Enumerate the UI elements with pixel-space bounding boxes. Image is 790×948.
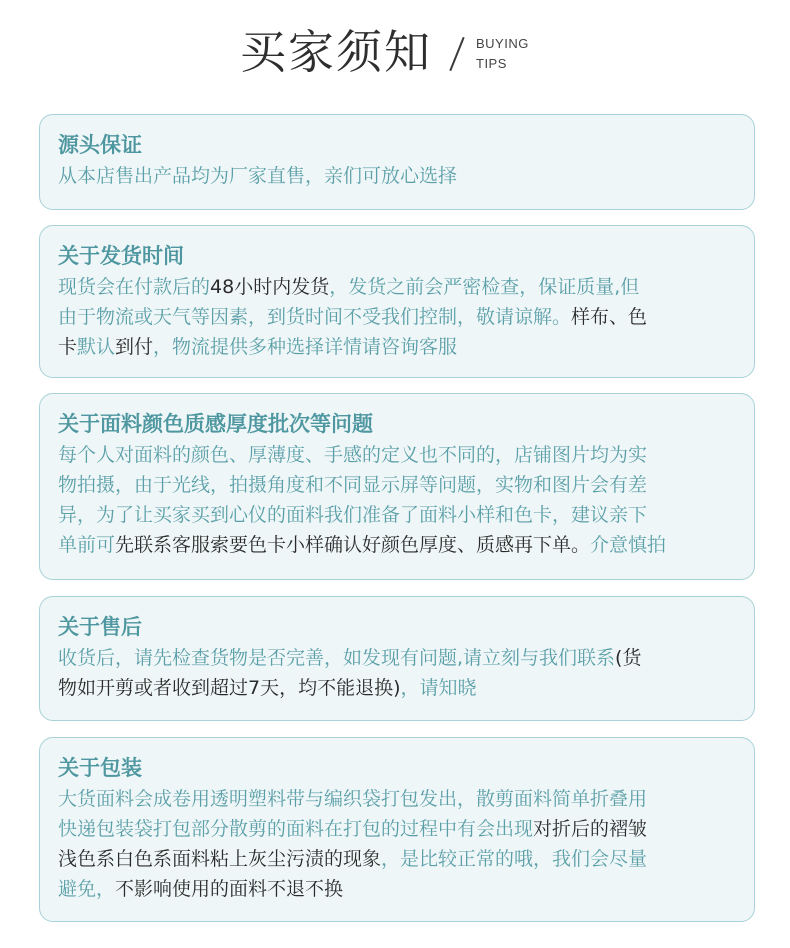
body-line [58,440,736,470]
section-heading: 源头保证 [58,133,142,157]
text-segment: 先联系客服索要色卡小样确认好颜色厚度、质感再下单。 [115,534,591,556]
body-line [58,470,736,500]
section-heading: 关于售后 [58,615,142,639]
text-segment: 异，为了让买家买到心仪的面料我们准备了面料小样和色卡，建议亲下 [58,504,648,526]
title-english [476,34,529,74]
body-line [58,784,736,814]
section-packaging [39,737,755,922]
text-segment: 大货面料会成卷用透明塑料带与编织袋打包发出，散剪面料简单折叠用 [58,788,648,810]
page-title: 买家须知 [240,25,432,79]
title-divider [449,37,464,71]
text-segment: 卡 [58,336,78,358]
body-line [58,844,736,874]
text-segment: 48小时内发货 [210,276,330,298]
body-line [58,272,736,302]
text-segment: 到付 [115,336,154,358]
text-segment: 由于物流或天气等因素，到货时间不受我们控制，敬请谅解。 [58,306,572,328]
text-segment: ，是比较正常的哦，我们会尽量 [381,848,648,870]
text-segment: 浅色系白色系面料粘上灰尘污渍的现象 [58,848,382,870]
text-segment: 每个人对面料的颜色、厚薄度、手感的定义也不同的，店铺图片均为实 [58,444,648,466]
body-line [58,530,736,560]
text-segment: 介意慎拍 [590,534,667,556]
text-segment: 默认 [77,336,116,358]
text-segment: 快递包装袋打包部分散剪的面料在打包的过程中有会出现 [58,818,534,840]
body-line [58,673,736,703]
section-shipping-time [39,225,755,378]
text-segment: 避免， [58,878,116,900]
body-line [58,161,736,191]
body-line [58,814,736,844]
section-body [58,784,736,904]
title-english-line2: TIPS [476,56,507,71]
header [0,0,790,100]
body-line [58,302,736,332]
title-english-line1: BUYING [476,36,529,51]
text-segment: 不影响使用的面料不退不换 [115,878,344,900]
body-line [58,332,736,362]
text-segment: 对折后的褶皱 [533,818,648,840]
section-body [58,161,736,191]
text-segment: 从本店售出产品均为厂家直售，亲们可放心选择 [58,165,458,187]
section-heading: 关于发货时间 [58,244,184,268]
section-fabric-questions [39,393,755,580]
body-line [58,500,736,530]
text-segment: 物如开剪或者收到超过7天，均不能退换) [58,677,401,699]
section-after-sales [39,596,755,721]
text-segment: (货 [615,647,642,669]
text-segment: ，请知晓 [400,677,477,699]
text-segment: 物拍摄，由于光线，拍摄角度和不同显示屏等问题，实物和图片会有差 [58,474,648,496]
section-body [58,643,736,703]
section-heading: 关于包装 [58,756,142,780]
body-line [58,874,736,904]
section-body [58,440,736,560]
text-segment: 单前可 [58,534,116,556]
text-segment: 样布、色 [571,306,648,328]
body-line [58,643,736,673]
section-heading: 关于面料颜色质感厚度批次等问题 [58,412,373,436]
section-body [58,272,736,362]
text-segment: 收货后，请先检查货物是否完善，如发现有问题,请立刻与我们联系 [58,647,616,669]
section-source-guarantee [39,114,755,210]
text-segment: ，发货之前会严密检查，保证质量,但 [329,276,640,298]
text-segment: 现货会在付款后的 [58,276,211,298]
text-segment: ，物流提供多种选择详情请咨询客服 [153,336,458,358]
